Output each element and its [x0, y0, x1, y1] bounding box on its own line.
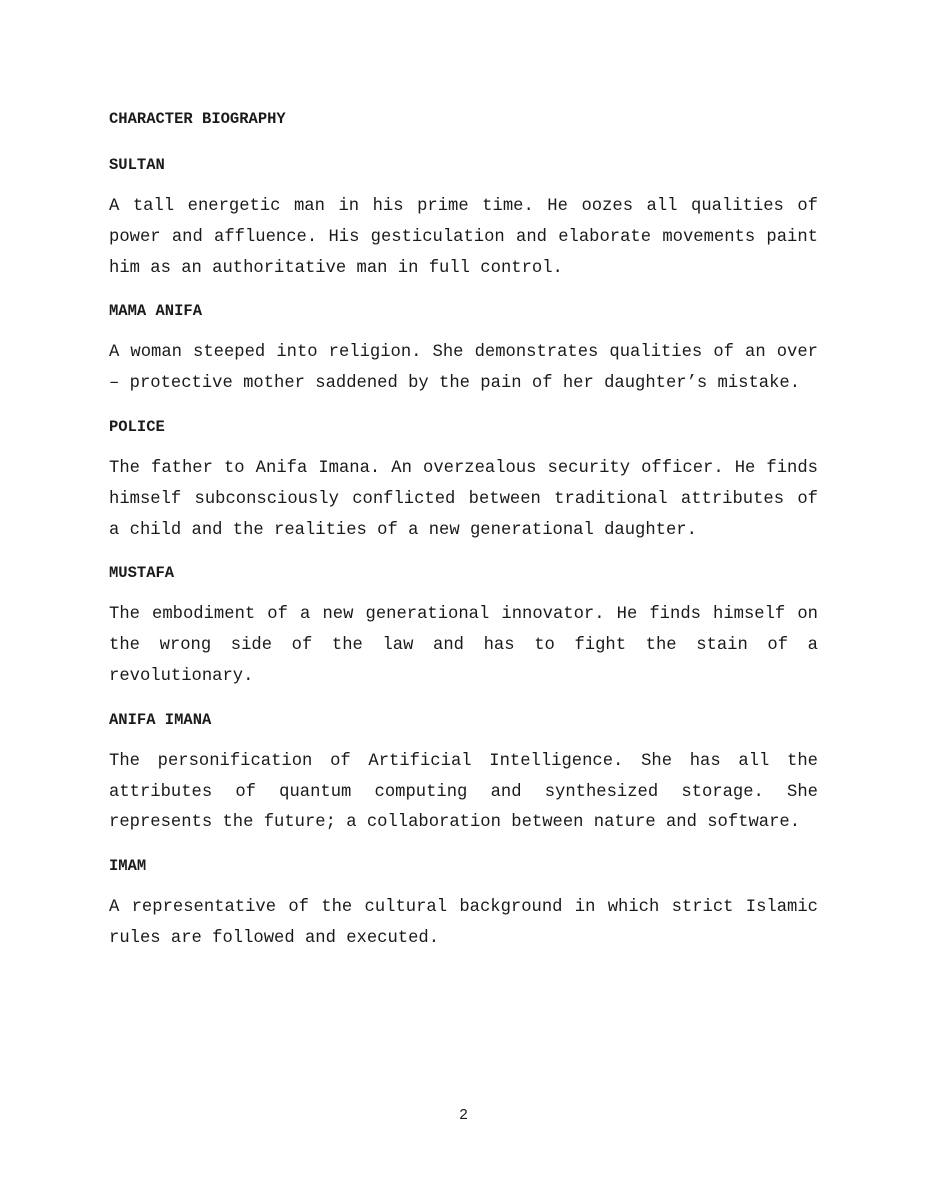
character-name: SULTAN [109, 156, 165, 174]
character-description: A representative of the cultural background in which strict Islamic rules are followed and executed. [109, 898, 818, 948]
character-entry-anifa-imana [109, 709, 818, 839]
character-description: The personification of Artificial Intelligence. She has all the attributes of quantum computing and synthesized storage. She represents the future; a collaboration between nature and software. [109, 751, 818, 833]
character-name: MUSTAFA [109, 564, 175, 583]
page-number: 2 [459, 1106, 468, 1123]
document-page [109, 108, 818, 971]
character-name: ANIFA IMANA [109, 710, 212, 729]
character-description: The embodiment of a new generational innovator. He finds himself on the wrong side of the law and has to fight the stain of a revolutionary. [109, 605, 818, 686]
document-title: CHARACTER BIOGRAPHY [109, 110, 286, 128]
character-entry-imam [109, 855, 818, 955]
character-name: IMAM [109, 857, 147, 876]
character-description: The father to Anifa Imana. An overzealous security officer. He finds himself subconsciously conflicted between traditional attributes of a child and the realities of a new generational daughter. [109, 458, 818, 540]
character-name: MAMA ANIFA [109, 302, 203, 321]
character-entry-mama-anifa [109, 300, 818, 400]
character-name: POLICE [109, 417, 165, 436]
character-entry-sultan [109, 154, 818, 284]
character-description: A tall energetic man in his prime time. He oozes all qualities of power and affluence. His gesticulation and elaborate movements paint him as an authoritative man in full control. [109, 197, 818, 278]
character-entry-mustafa [109, 562, 818, 692]
character-description: A woman steeped into religion. She demonstrates qualities of an over – protective mother saddened by the pain of her daughter’s mistake. [109, 343, 818, 394]
character-entry-police [109, 416, 818, 546]
